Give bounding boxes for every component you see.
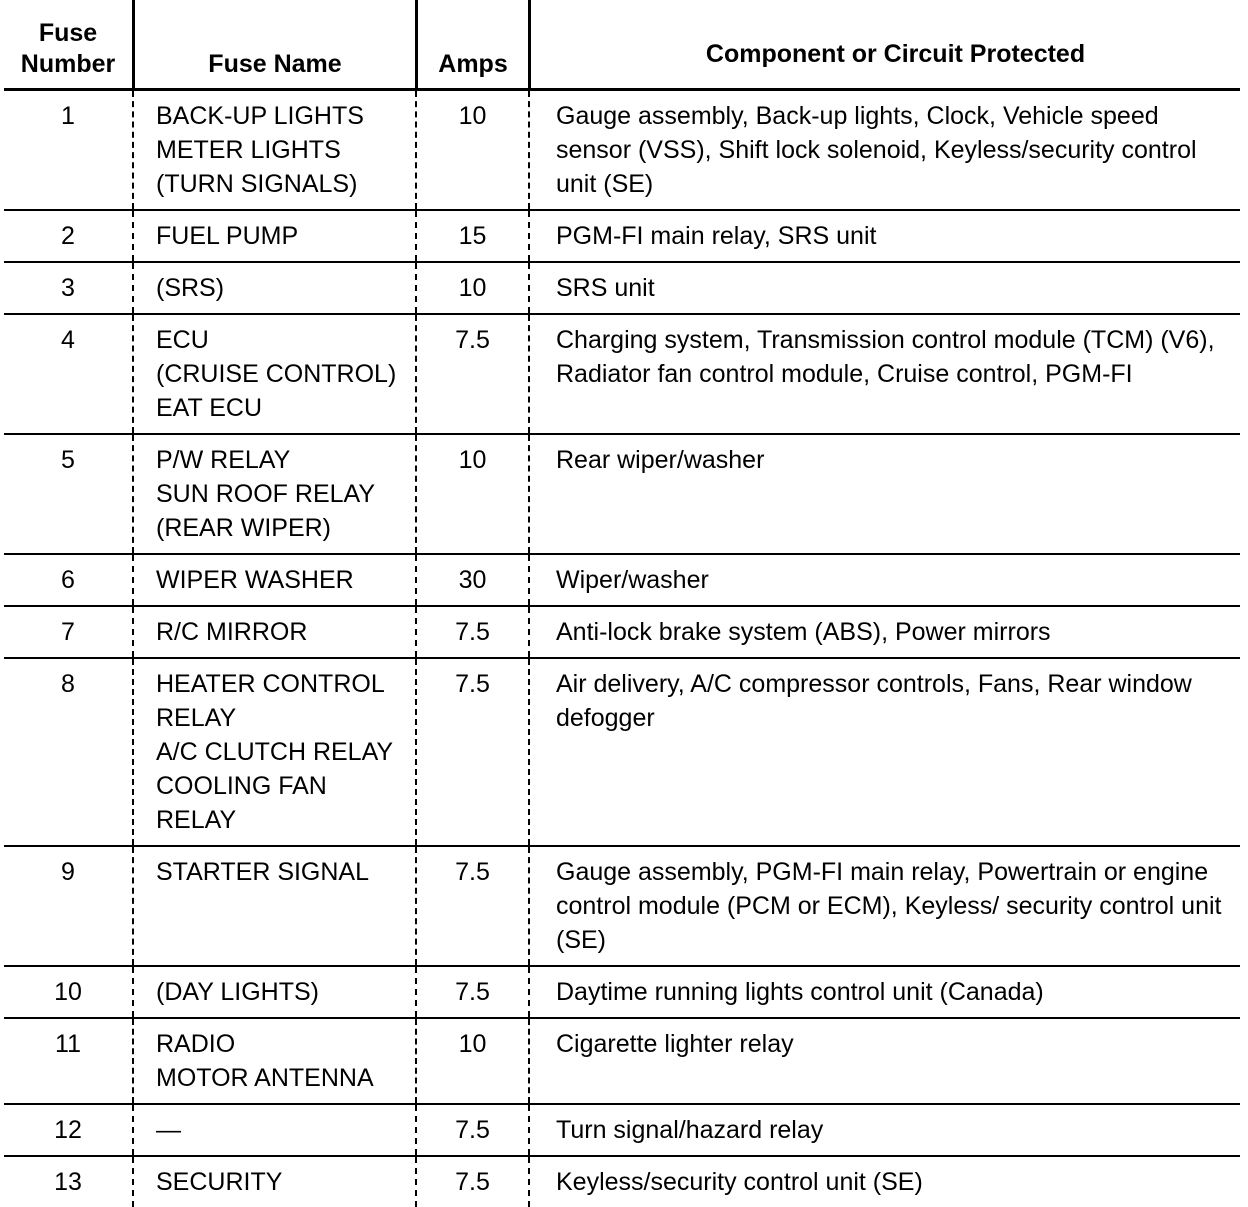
table-row: [4, 315, 1240, 435]
table-row: [4, 607, 1240, 659]
fuse-name-cell: WIPER WASHER: [132, 555, 415, 605]
table-row: [4, 967, 1240, 1019]
fuse-number-cell: 9: [61, 858, 75, 886]
table-row: [4, 1105, 1240, 1157]
header-fuse-number: [4, 0, 132, 88]
fuse-name-cell: BACK-UP LIGHTS METER LIGHTS (TURN SIGNALS): [132, 91, 415, 209]
fuse-name-cell: ECU (CRUISE CONTROL) EAT ECU: [132, 315, 415, 433]
fuse-name-cell: P/W RELAY SUN ROOF RELAY (REAR WIPER): [132, 435, 415, 553]
header-component-label: Component or Circuit Protected: [705, 40, 1086, 68]
amps-cell: 7.5: [415, 315, 528, 433]
component-cell: Cigarette lighter relay: [528, 1019, 1240, 1103]
fuse-number-cell: 12: [54, 1116, 82, 1144]
component-cell: Wiper/washer: [528, 555, 1240, 605]
amps-cell: 7.5: [415, 659, 528, 845]
fuse-name-cell: (SRS): [132, 263, 415, 313]
header-fuse-name: [132, 0, 415, 88]
fuse-name-cell: —: [132, 1105, 415, 1155]
fuse-number-cell: 4: [61, 326, 75, 354]
header-amps: [415, 0, 528, 88]
amps-cell: 10: [415, 1019, 528, 1103]
fuse-number-cell: 1: [61, 102, 75, 130]
header-amps-label: Amps: [438, 50, 508, 78]
fuse-name-cell: SECURITY: [132, 1157, 415, 1207]
component-cell: Gauge assembly, PGM-FI main relay, Powertrain or engine control module (PCM or ECM), Keyless/ security control unit (SE): [528, 847, 1240, 965]
header-fuse-name-label: Fuse Name: [208, 50, 342, 78]
table-row: [4, 1019, 1240, 1105]
amps-cell: 7.5: [415, 967, 528, 1017]
fuse-name-cell: HEATER CONTROL RELAY A/C CLUTCH RELAY COOLING FAN RELAY: [132, 659, 415, 845]
component-cell: SRS unit: [528, 263, 1240, 313]
table-header: [4, 0, 1240, 91]
component-cell: Daytime running lights control unit (Canada): [528, 967, 1240, 1017]
component-cell: Charging system, Transmission control module (TCM) (V6), Radiator fan control module, Cruise control, PGM-FI: [528, 315, 1240, 433]
fuse-number-cell: 6: [61, 566, 75, 594]
table-row: [4, 555, 1240, 607]
amps-cell: 7.5: [415, 607, 528, 657]
fuse-number-cell: 8: [61, 670, 75, 698]
fuse-table: [4, 0, 1240, 1207]
fuse-number-cell: 2: [61, 222, 75, 250]
fuse-number-cell: 7: [61, 618, 75, 646]
fuse-name-cell: RADIO MOTOR ANTENNA: [132, 1019, 415, 1103]
amps-cell: 10: [415, 435, 528, 553]
header-component: [528, 0, 1240, 88]
table-row: [4, 91, 1240, 211]
fuse-number-cell: 3: [61, 274, 75, 302]
component-cell: Turn signal/hazard relay: [528, 1105, 1240, 1155]
fuse-number-cell: 11: [55, 1030, 81, 1058]
component-cell: Air delivery, A/C compressor controls, Fans, Rear window defogger: [528, 659, 1240, 845]
amps-cell: 15: [415, 211, 528, 261]
component-cell: Keyless/security control unit (SE): [528, 1157, 1240, 1207]
table-row: [4, 211, 1240, 263]
fuse-number-cell: 5: [61, 446, 75, 474]
component-cell: Rear wiper/washer: [528, 435, 1240, 553]
amps-cell: 7.5: [415, 1157, 528, 1207]
fuse-name-cell: (DAY LIGHTS): [132, 967, 415, 1017]
table-row: [4, 263, 1240, 315]
table-row: [4, 435, 1240, 555]
header-fuse-number-label: Fuse Number: [20, 19, 116, 78]
amps-cell: 10: [415, 91, 528, 209]
table-row: [4, 1157, 1240, 1207]
component-cell: Gauge assembly, Back-up lights, Clock, Vehicle speed sensor (VSS), Shift lock solenoid, Keyless/security control unit (SE): [528, 91, 1240, 209]
component-cell: Anti-lock brake system (ABS), Power mirrors: [528, 607, 1240, 657]
table-row: [4, 847, 1240, 967]
table-row: [4, 659, 1240, 847]
fuse-name-cell: R/C MIRROR: [132, 607, 415, 657]
fuse-number-cell: 10: [54, 978, 82, 1006]
table-body: [4, 91, 1240, 1207]
fuse-number-cell: 13: [54, 1168, 82, 1196]
amps-cell: 30: [415, 555, 528, 605]
fuse-name-cell: STARTER SIGNAL: [132, 847, 415, 965]
amps-cell: 7.5: [415, 847, 528, 965]
component-cell: PGM-FI main relay, SRS unit: [528, 211, 1240, 261]
amps-cell: 10: [415, 263, 528, 313]
amps-cell: 7.5: [415, 1105, 528, 1155]
fuse-name-cell: FUEL PUMP: [132, 211, 415, 261]
